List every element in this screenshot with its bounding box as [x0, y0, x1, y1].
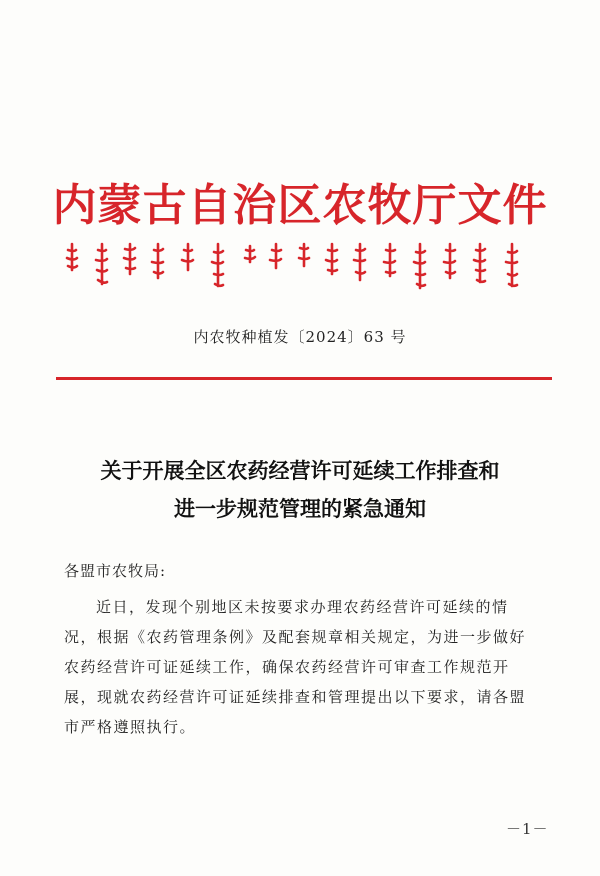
- body-paragraph: [64, 592, 542, 742]
- body-line: 况，根据《农药管理条例》及配套规章相关规定，为进一步做好: [64, 628, 527, 646]
- addressee: 各盟市农牧局:: [64, 562, 167, 580]
- document-title-line-2: 进一步规范管理的紧急通知: [174, 496, 426, 521]
- body-line: 展，现就农药经营许可证延续排查和管理提出以下要求，请各盟: [64, 688, 527, 706]
- body-line: 近日，发现个别地区未按要求办理农药经营许可延续的情: [96, 598, 509, 616]
- document-title: [40, 452, 560, 528]
- body-line: 农药经营许可证延续工作，确保农药经营许可审查工作规范开: [64, 658, 510, 676]
- mongolian-script-masthead: [60, 240, 540, 300]
- masthead-title: 内蒙古自治区农牧厅文件: [52, 180, 548, 231]
- document-title-line-1: 关于开展全区农药经营许可延续工作排查和: [100, 458, 500, 483]
- body-line: 市严格遵照执行。: [64, 718, 197, 736]
- page-number: －1－: [506, 820, 549, 838]
- document-number: 内农牧种植发〔2024〕63 号: [193, 328, 407, 346]
- red-divider-line: [56, 377, 552, 380]
